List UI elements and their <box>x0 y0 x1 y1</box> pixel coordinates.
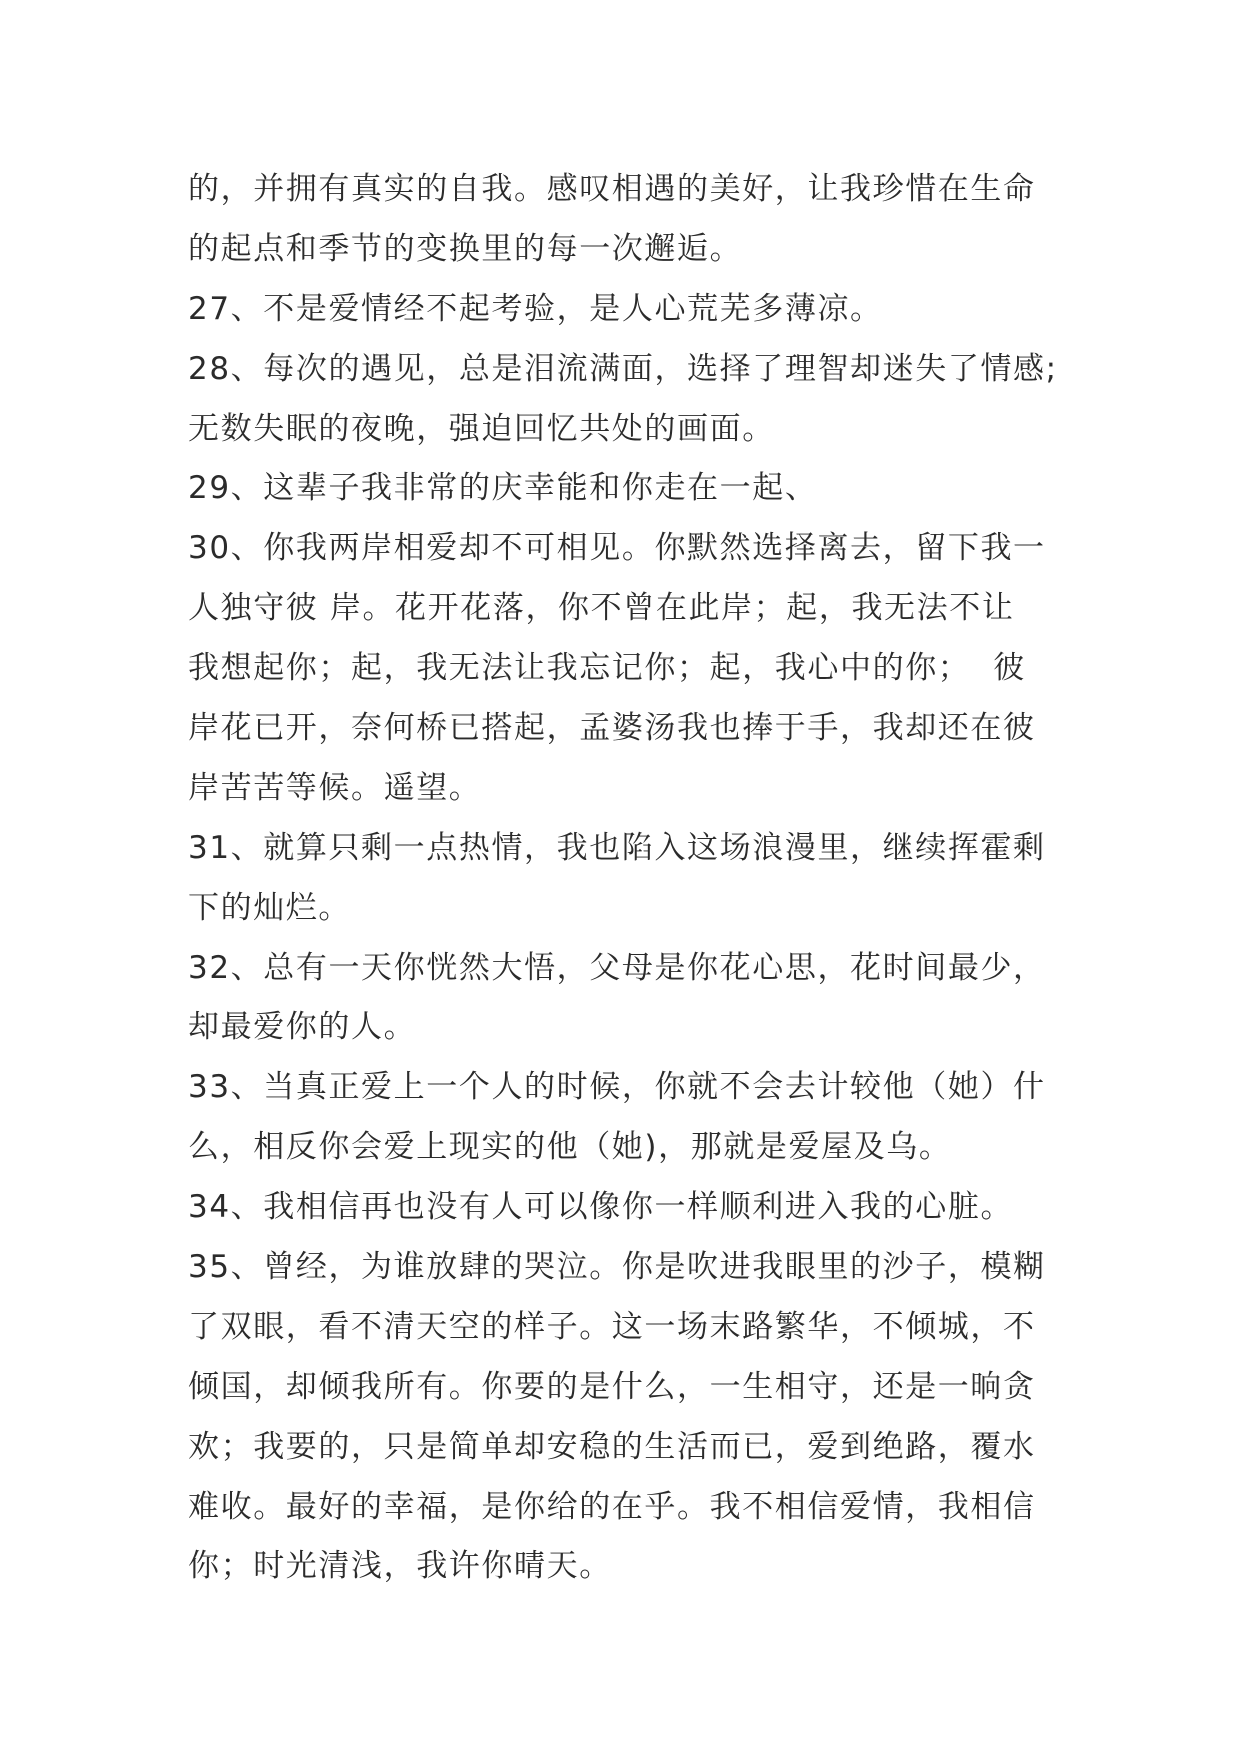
text-line: 倾国，却倾我所有。你要的是什么，一生相守，还是一晌贪 <box>188 1368 1036 1405</box>
text-line: 岸苦苦等候。遥望。 <box>188 769 482 806</box>
text-line: 31、就算只剩一点热情，我也陷入这场浪漫里，继续挥霍剩 <box>188 829 1046 866</box>
text-line: 你；时光清浅，我许你晴天。 <box>188 1548 612 1585</box>
text-line: 了双眼，看不清天空的样子。这一场末路繁华，不倾城，不 <box>188 1308 1036 1345</box>
text-line: 下的灿烂。 <box>188 889 351 926</box>
text-line: 岸花已开，奈何桥已搭起，孟婆汤我也捧于手，我却还在彼 <box>188 710 1036 747</box>
document-body <box>188 160 1068 1597</box>
text-line: 无数失眠的夜晚，强迫回忆共处的画面。 <box>188 410 775 447</box>
text-line: 34、我相信再也没有人可以像你一样顺利进入我的心脏。 <box>188 1189 1014 1226</box>
text-line: 35、曾经，为谁放肆的哭泣。你是吹进我眼里的沙子，模糊 <box>188 1249 1046 1286</box>
text-line: 的起点和季节的变换里的每一次邂逅。 <box>188 230 743 267</box>
text-line: 29、这辈子我非常的庆幸能和你走在一起、 <box>188 470 818 507</box>
text-line: 27、不是爱情经不起考验，是人心荒芜多薄凉。 <box>188 290 883 327</box>
text-line: 人独守彼 岸。花开花落，你不曾在此岸；起，我无法不让 <box>188 590 1015 627</box>
text-line: 28、每次的遇见，总是泪流满面，选择了理智却迷失了情感; <box>188 350 1058 387</box>
text-line: 我想起你；起，我无法让我忘记你；起，我心中的你； 彼 <box>188 650 1026 687</box>
text-line: 么，相反你会爱上现实的他（她)，那就是爱屋及乌。 <box>188 1129 952 1166</box>
text-line: 却最爱你的人。 <box>188 1009 417 1046</box>
text-line: 30、你我两岸相爱却不可相见。你默然选择离去，留下我一 <box>188 530 1046 567</box>
text-line: 的，并拥有真实的自我。感叹相遇的美好，让我珍惜在生命 <box>188 171 1036 207</box>
text-line: 难收。最好的幸福，是你给的在乎。我不相信爱情，我相信 <box>188 1488 1036 1525</box>
text-line: 33、当真正爱上一个人的时候，你就不会去计较他（她）什 <box>188 1069 1046 1106</box>
text-line: 32、总有一天你恍然大悟，父母是你花心思，花时间最少， <box>188 949 1046 986</box>
text-line: 欢；我要的，只是简单却安稳的生活而已，爱到绝路，覆水 <box>188 1428 1036 1465</box>
